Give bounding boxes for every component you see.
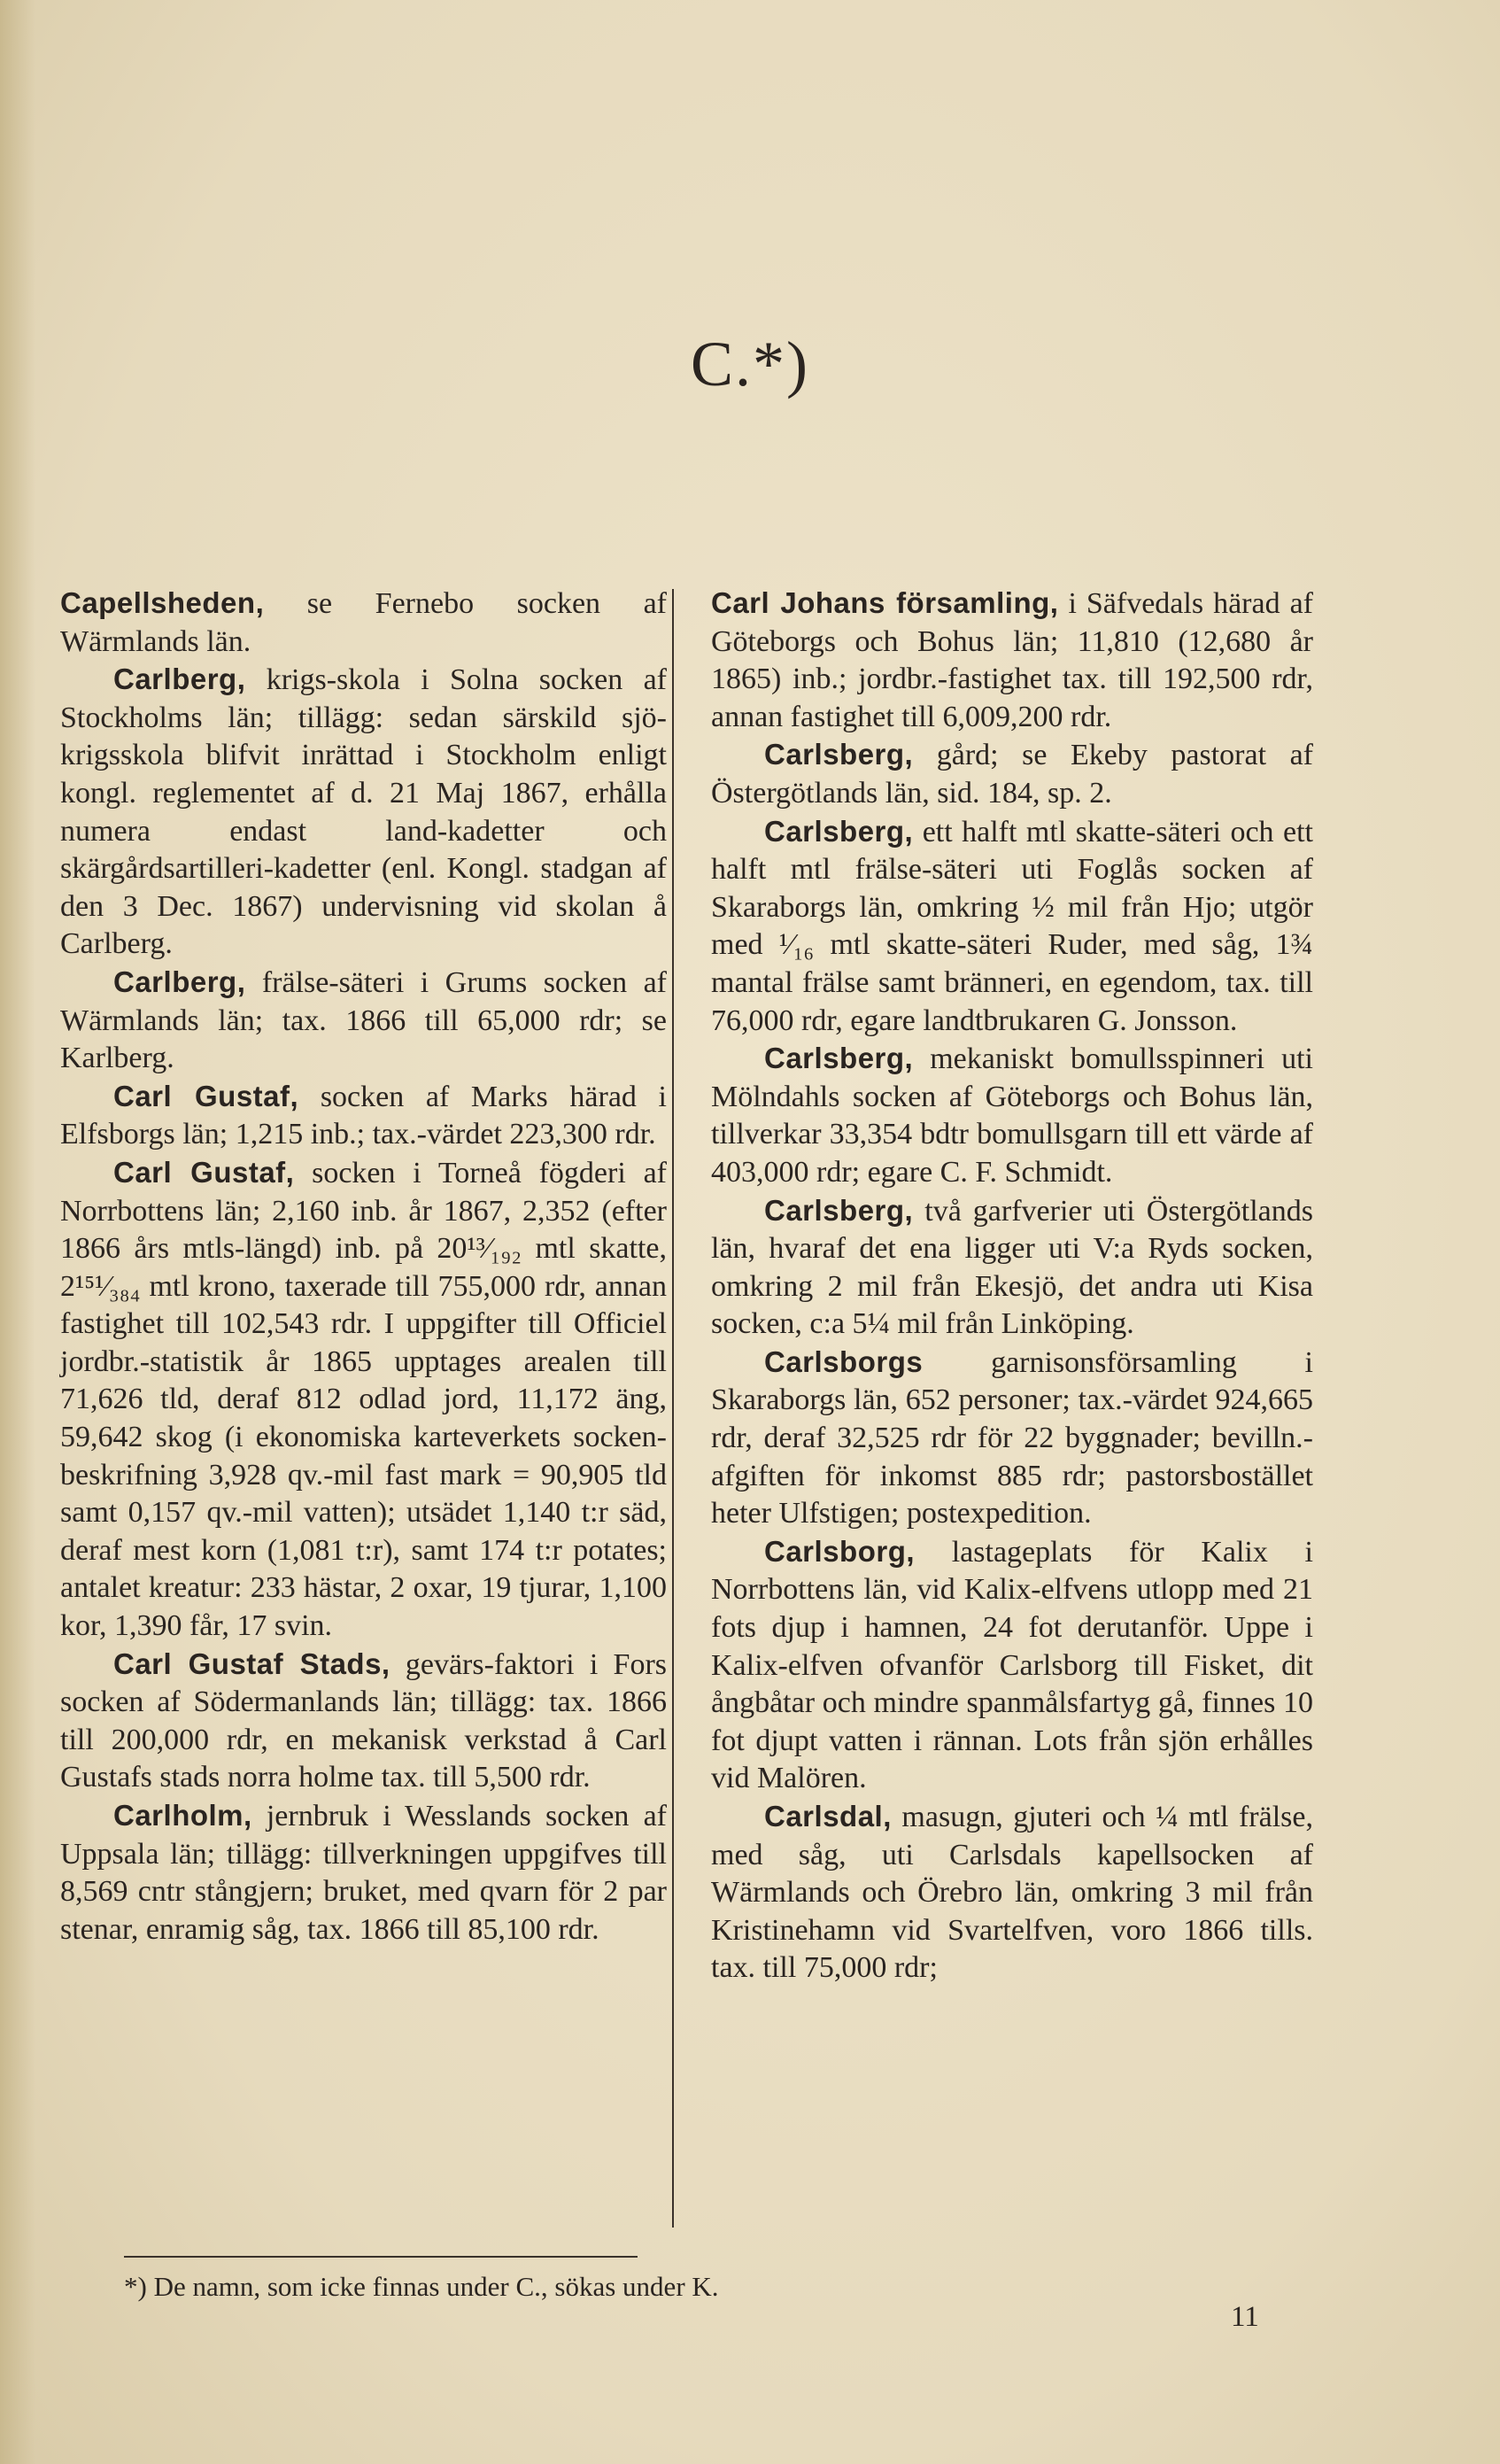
entry-text: socken i Torneå fögderi af Norrbottens län; 2,160 inb. år 1867, 2,352 (efter 1866 års mtls-längd) inb. på 20¹³⁄₁₉₂ mtl skatte, 2¹⁵¹⁄₃₈₄ mtl krono, taxerade till 755,000 rdr, annan fastighet till 102,543 rdr. I uppgifter till Officiel jordbr.-statistik år 1865 upptages arealen till 71,626 tld, deraf 812 odlad jord, 11,172 äng, 59,642 skog (i ekonomiska karteverkets socken-beskrifning 3,928 qv.-mil fast mark = 90,905 tld samt 0,157 qv.-mil vatten); utsädet 1,140 t:r säd, deraf mest korn (1,081 t:r), samt 174 t:r potates; antalet kreatur: 233 hästar, 2 oxar, 19 tjurar, 1,100 kor, 1,390 får, 17 svin.	[60, 1156, 667, 1643]
entry-text: två garfverier uti Östergötlands län, hvaraf det ena ligger uti V:a Ryds socken, omkring 2 mil från Ekesjö, det andra uti Kisa socken, c:a 5¼ mil från Linköping.	[711, 1194, 1313, 1341]
dictionary-entry	[60, 1078, 667, 1154]
entry-headword: Carlberg,	[113, 965, 246, 998]
entry-text: frälse-säteri i Grums socken af Wärmlands län; tax. 1866 till 65,000 rdr; se Karlberg.	[60, 965, 667, 1075]
entry-headword: Capellsheden,	[60, 586, 265, 619]
entry-text: krigs-skola i Solna socken af Stockholms län; tillägg: sedan särskild sjö-krigsskola blifvit inrättad i Stockholm enligt kongl. reglementet af d. 21 Maj 1867, erhålla numera endast land-kadetter och skärgårdsartilleri-kadetter (enl. Kongl. stadgan af den 3 Dec. 1867) undervisning vid skolan å Carlberg.	[60, 663, 667, 961]
entry-headword: Carlsdal,	[764, 1800, 892, 1833]
dictionary-entry	[60, 1797, 667, 1949]
entry-headword: Carl Gustaf Stads,	[113, 1647, 390, 1680]
right-column	[711, 585, 1313, 1987]
entry-headword: Carlholm,	[113, 1799, 252, 1832]
entry-headword: Carlsberg,	[764, 738, 914, 771]
entry-headword: Carlberg,	[113, 662, 246, 696]
entry-text: jernbruk i Wesslands socken af Uppsala län; tillägg: tillverkningen uppgifves till 8,569 cntr stångjern; bruket, med qvarn för 2 par stenar, enramig såg, tax. 1866 till 85,100 rdr.	[60, 1800, 667, 1946]
footnote-rule	[124, 2256, 638, 2258]
entry-text: mekaniskt bomullsspinneri uti Mölndahls socken af Göteborgs och Bohus län, tillverkar 33,354 bdtr bomullsgarn till ett värde af 403,000 rdr; egare C. F. Schmidt.	[711, 1042, 1313, 1189]
dictionary-entry	[60, 1154, 667, 1646]
left-column	[60, 585, 667, 1949]
footnote: *) De namn, som icke finnas under C., sökas under K.	[124, 2271, 719, 2302]
entry-text: ett halft mtl skatte-säteri och ett halft mtl frälse-säteri uti Foglås socken af Skaraborgs län, omkring ½ mil från Hjo; utgör med ¹⁄₁₆ mtl skatte-säteri Ruder, med såg, 1¾ mantal frälse samt bränneri, en egendom, tax. till 76,000 rdr, egare landtbrukaren G. Jonsson.	[711, 815, 1313, 1037]
entry-headword: Carl Gustaf,	[113, 1079, 299, 1112]
entry-text: lastageplats för Kalix i Norrbottens län, vid Kalix-elfvens utlopp med 21 fots djup i hamnen, 24 fot derutanför. Uppe i Kalix-elfven ofvanför Carlsborg till Fisket, dit ångbåtar och mindre spanmålsfartyg gå, finnes 10 fot djupt vatten i rännan. Lots från sjön erhålles vid Malören.	[711, 1535, 1313, 1795]
dictionary-entry	[711, 1533, 1313, 1798]
page-number: 11	[1231, 2301, 1259, 2333]
dictionary-entry	[711, 1192, 1313, 1344]
entry-text: gård; se Ekeby pastorat af Östergötlands län, sid. 184, sp. 2.	[711, 739, 1313, 810]
entry-text: masugn, gjuteri och ¼ mtl frälse, med såg, uti Carlsdals kapellsocken af Wärmlands och Örebro län, omkring 3 mil från Kristinehamn vid Svartelfven, voro 1866 tills. tax. till 75,000 rdr;	[711, 1801, 1313, 1985]
dictionary-entry	[60, 964, 667, 1078]
dictionary-entry	[711, 1344, 1313, 1533]
entry-headword: Carl Johans församling,	[711, 586, 1059, 619]
dictionary-entry	[60, 1646, 667, 1797]
entry-headword: Carl Gustaf,	[113, 1155, 295, 1189]
dictionary-entry	[711, 585, 1313, 736]
entry-text: i Säfvedals härad af Göteborgs och Bohus län; 11,810 (12,680 år 1865) inb.; jordbr.-fastighet tax. till 192,500 rdr, annan fastighet till 6,009,200 rdr.	[711, 587, 1313, 733]
entry-text: gevärs-faktori i Fors socken af Södermanlands län; tillägg: tax. 1866 till 200,000 rdr, en mekanisk verkstad å Carl Gustafs stads norra holme tax. till 5,500 rdr.	[60, 1647, 667, 1794]
dictionary-entry	[60, 585, 667, 661]
entry-headword: Carlsberg,	[764, 814, 914, 848]
dictionary-entry	[60, 661, 667, 964]
column-divider	[672, 589, 674, 2228]
entry-headword: Carlsberg,	[764, 1042, 914, 1075]
entry-text: socken af Marks härad i Elfsborgs län; 1,215 inb.; tax.-värdet 223,300 rdr.	[60, 1080, 668, 1151]
entry-headword: Carlsborgs	[764, 1344, 924, 1378]
dictionary-entry	[711, 1798, 1313, 1987]
dictionary-entry	[711, 1040, 1313, 1191]
entry-headword: Carlsborg,	[764, 1534, 916, 1568]
entry-headword: Carlsberg,	[764, 1193, 914, 1227]
entry-text: garnisonsförsamling i Skaraborgs län, 652 personer; tax.-värdet 924,665 rdr, deraf 32,525 rdr för 22 byggnader; bevilln.-afgiften för inkomst 885 rdr; pastorsbostället heter Ulfstigen; postexpedition.	[711, 1345, 1313, 1530]
dictionary-entry	[711, 813, 1313, 1041]
section-letter-heading: C.*)	[691, 329, 809, 399]
entry-text: se Fernebo socken af Wärmlands län.	[60, 587, 667, 658]
dictionary-entry	[711, 736, 1313, 812]
